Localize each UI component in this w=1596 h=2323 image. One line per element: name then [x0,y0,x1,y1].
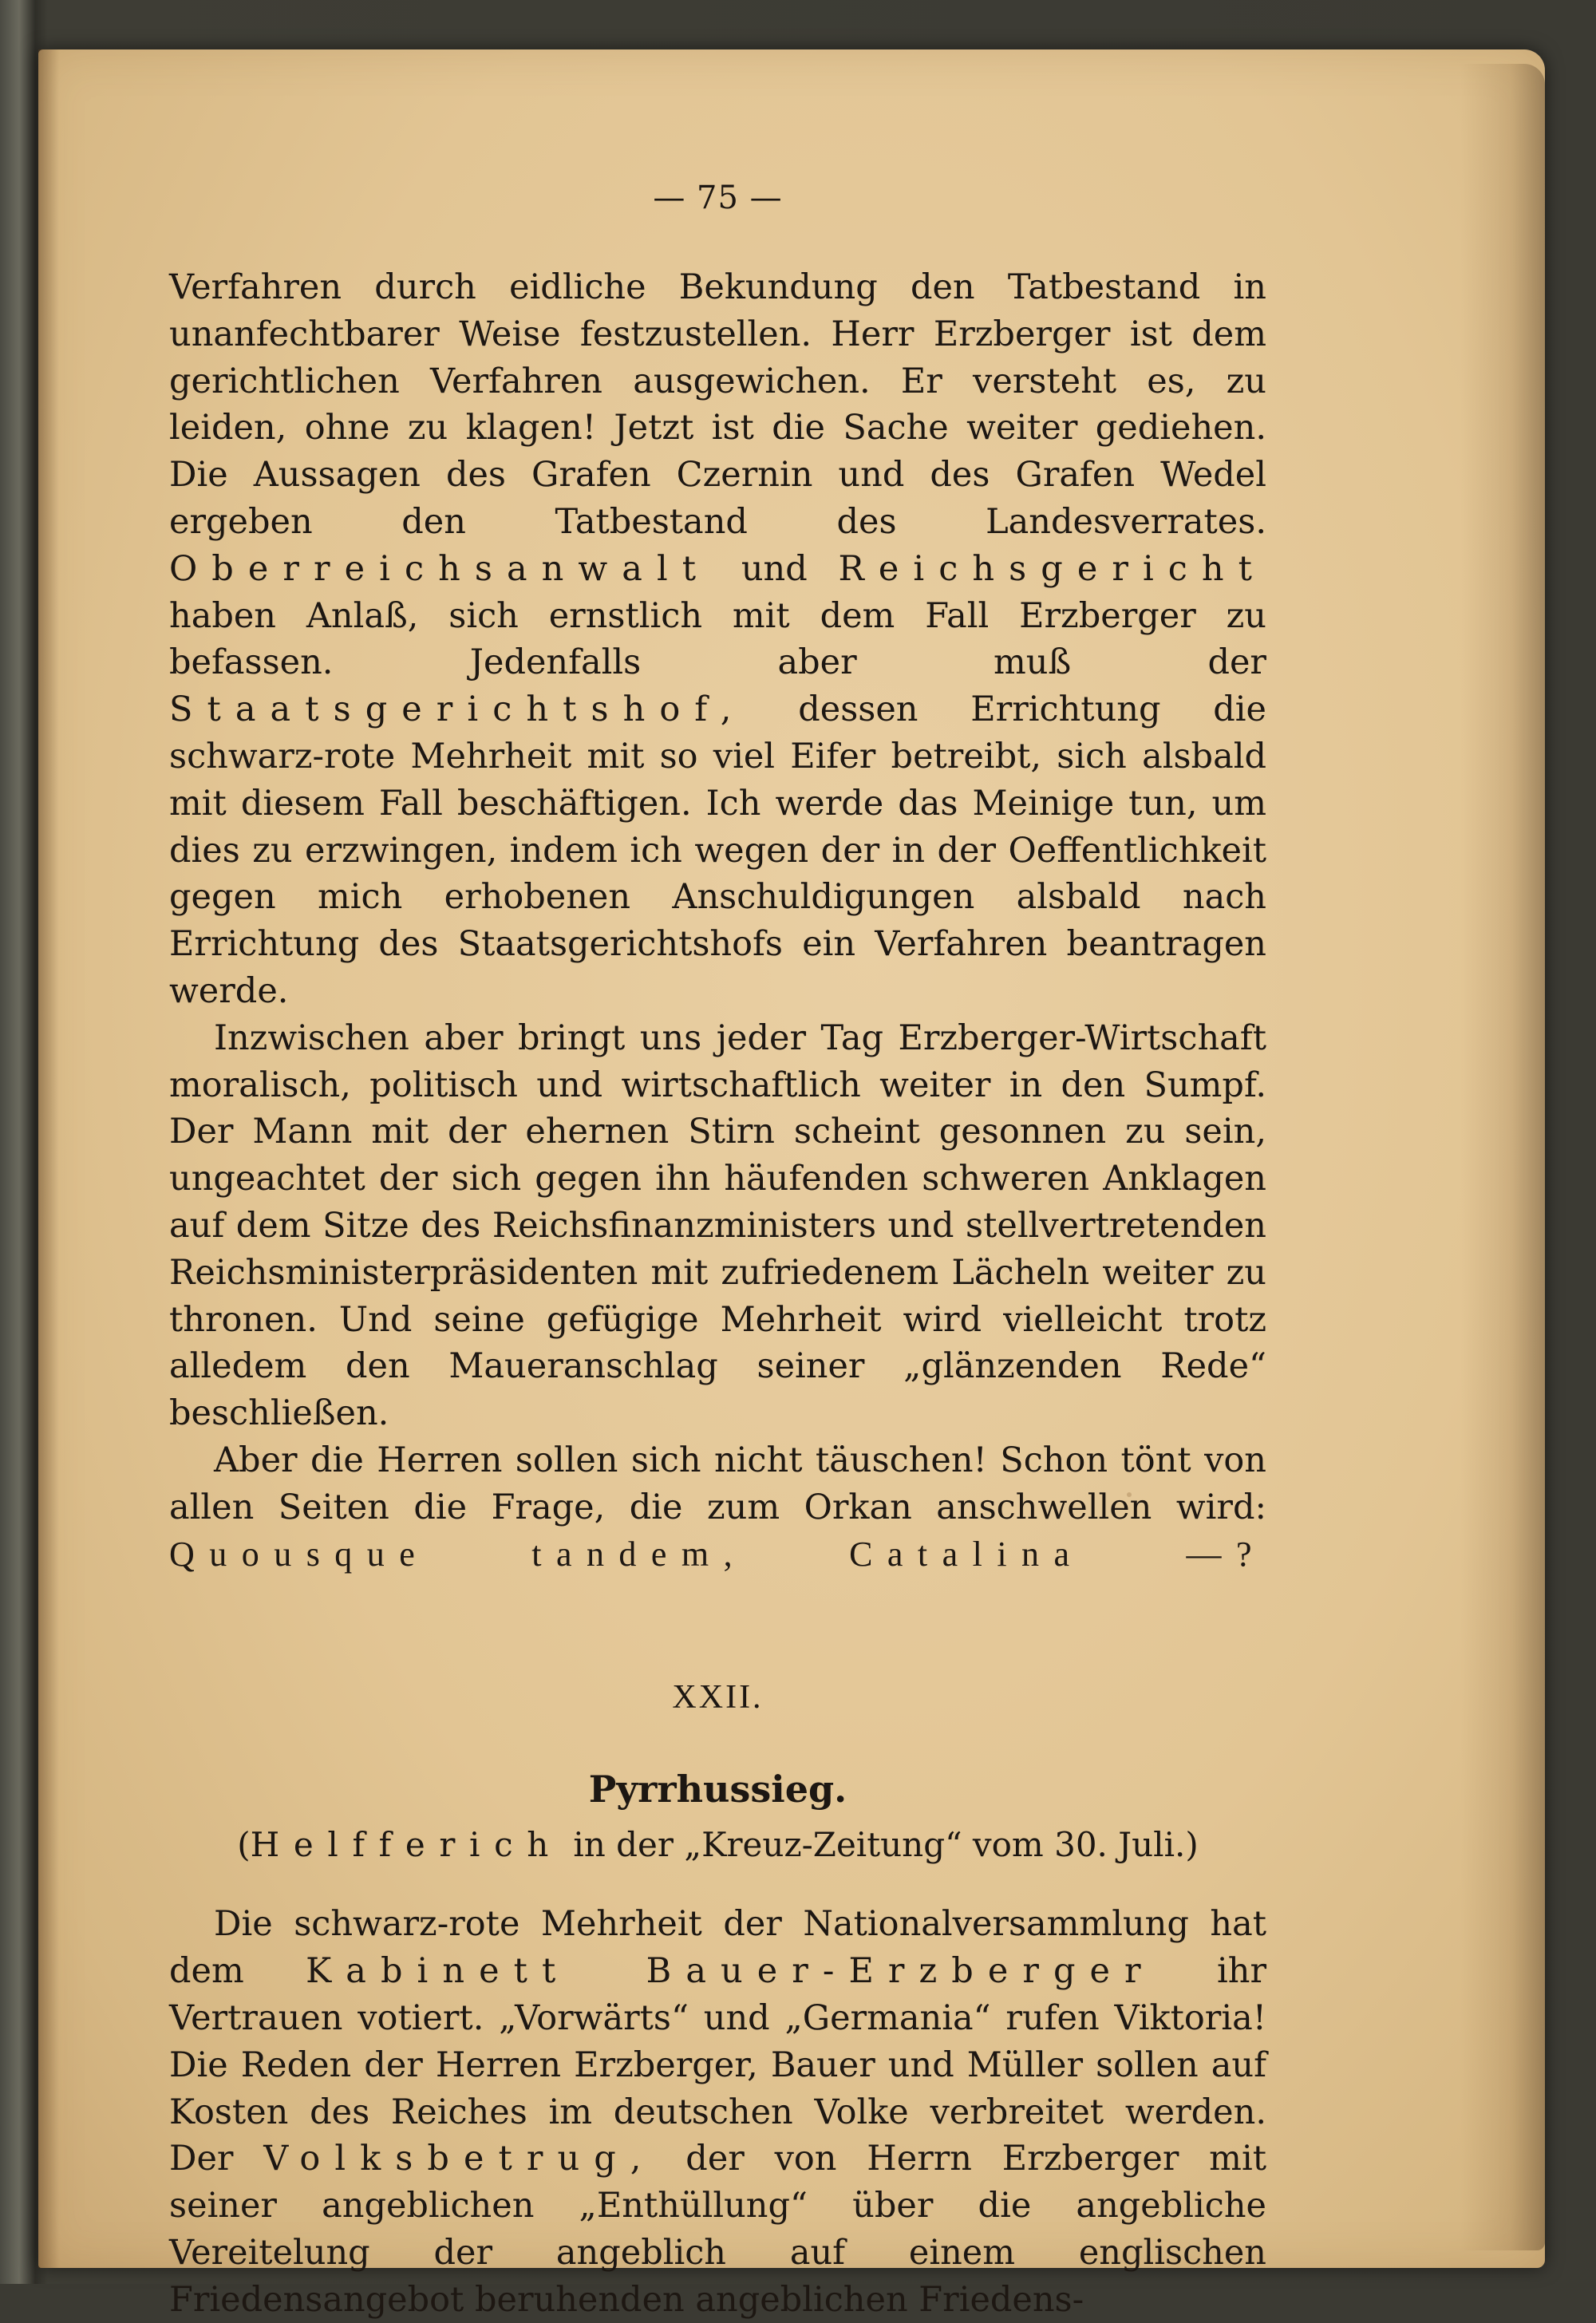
spaced-reichsgericht: Reichsgericht [838,548,1266,589]
page-text [169,180,1266,2323]
paragraph-1-text-c: haben Anlaß, sich ernstlich mit dem Fall Erzberger zu befassen. Jedenfalls aber muß der [169,595,1266,683]
chapter-number: XXII. [672,1679,764,1717]
page-number: — 75 — [653,180,783,216]
paragraph-1 [169,264,1266,1015]
spaced-kabinett: Kabinett Bauer-Erzberger [306,1951,1156,1992]
page-gutter-shadow [38,49,59,2268]
latin-quotation: Quousque tandem, Catalina —? [169,1534,1266,1574]
paragraph-1-text-a: Verfahren durch eidliche Bekundung den Tatbestand in unanfechtbarer Weise festzustellen. Herr Erzberger ist dem gerichtlichen Verfahren ausgewichen. Er versteht es, zu leiden, ohne zu klagen! Jetzt ist die Sache weiter gediehen. Die Aussagen des Grafen Czernin und des Grafen Wedel ergeben den Tatbestand des Landesverrates. [169,267,1266,542]
paragraph-1-text-b: und [710,548,839,589]
paragraph-4-text-a: Die schwarz-rote Mehrheit der Nationalversammlung hat dem [169,1904,1266,1992]
source-author: Helfferich [250,1825,563,1865]
paragraph-1-text-d: dessen Errichtung die schwarz-rote Mehrheit mit so viel Eifer betreibt, sich alsbald mit diesem Fall beschäftigen. Ich werde das Meinige tun, um dies zu erzwingen, indem ich wegen der in der Oeffentlichkeit gegen mich erhobenen Anschuldigungen alsbald nach Errichtung des Staatsgerichtshofs ein Verfahren beantragen werde. [169,689,1266,1011]
spaced-oberreichsanwalt: Oberreichsanwalt [169,548,711,589]
chapter-source [169,1825,1266,1864]
source-open-paren: ( [237,1825,251,1865]
source-rest: in der „Kreuz-Zeitung“ vom 30. Juli.) [562,1825,1199,1865]
chapter-title: Pyrrhussieg. [588,1768,847,1811]
paragraph-3 [169,1437,1266,1578]
paragraph-3-text: Aber die Herren sollen sich nicht täuschen! Schon tönt von allen Seiten die Frage, die zum Orkan anschwellen wird: [169,1440,1266,1527]
spaced-staatsgerichtshof: Staatsgerichtshof, [169,689,746,730]
paragraph-2: Inzwischen aber bringt uns jeder Tag Erzberger-Wirtschaft moralisch, politisch und wirtschaftlich weiter in den Sumpf. Der Mann mit der ehernen Stirn scheint gesonnen zu sein, ungeachtet der sich gegen ihn häufenden schweren Anklagen auf dem Sitze des Reichsfinanzministers und stellvertretenden Reichsministerpräsidenten mit zufriedenem Lächeln weiter zu thronen. Und seine gefügige Mehrheit wird vielleicht trotz alledem den Maueranschlag seiner „glänzenden Rede“ beschließen. [169,1017,1266,1434]
paragraph-4-text-c: der von Herrn Erzberger mit seiner angeblichen „Enthüllung“ über die angebliche Vereitelung der angeblich auf einem englischen Friedensangebot beruhenden angeblichen Friedens- [169,2139,1266,2320]
paragraph-4-text-b: ihr Vertrauen votiert. „Vorwärts“ und „Germania“ rufen Viktoria! Die Reden der Herren Erzberger, Bauer und Müller sollen auf Kosten des Reiches im deutschen Volke verbreitet werden. Der [169,1951,1267,2179]
page-edge [1460,64,1545,2250]
spaced-volksbetrug: Volksbetrug, [263,2139,656,2179]
paragraph-4 [169,1901,1266,2323]
